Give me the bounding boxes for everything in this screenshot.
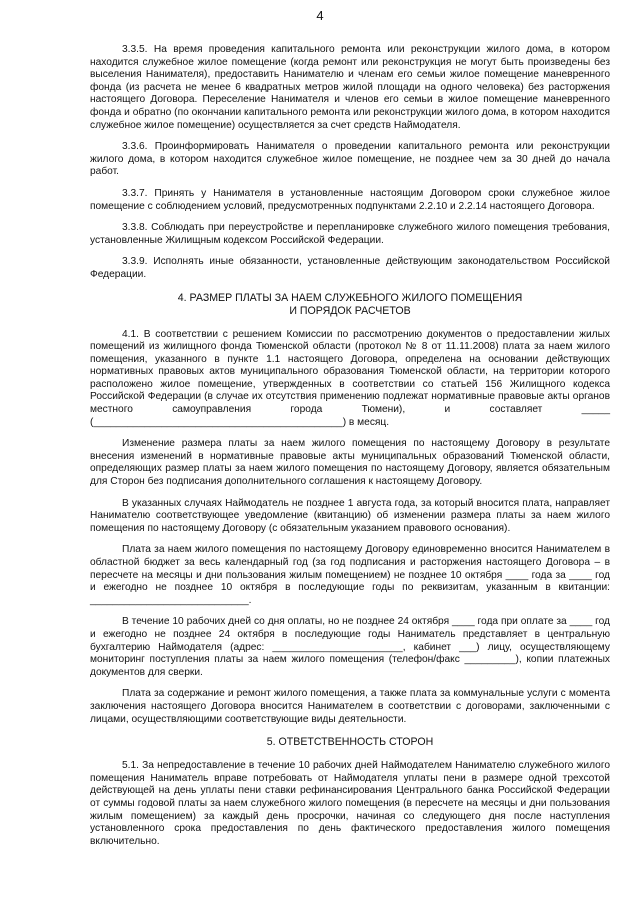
clause-5-1: 5.1. За непредоставление в течение 10 рабочих дней Наймодателем Нанимателю служебного жилого помещения Наниматель вправе потребовать от Наймодателя уплаты пени в размере одной трехсотой действующей на день уплаты пени ставки рефинансирования Центрального банка Российской Федерации от суммы годовой платы за наем служебного жилого помещения (в пересчете на месяцы и дни пользования жилым помещением) за каждый день просрочки, начиная со следующего дня после наступления установленного срока предоставления по день фактического предоставления жилого помещения включительно. <box>90 760 610 847</box>
clause-4-1: 4.1. В соответствии с решением Комиссии по рассмотрению документов о предоставлении жилых помещений из жилищного фонда Тюменской области (протокол № 8 от 11.11.2008) плата за наем жилого помещения, указанного в пункте 1.1 настоящего Договора, определена на основании действующих нормативных правовых актов муниципального образования Тюменской области, на территории которого расположено жилое помещение, утвержденных в соответствии со статьей 156 Жилищного кодекса Российской Федерации (в случае их отсутствия применению подлежат нормативные правовые акты органов местного самоуправления города Тюмени), и составляет _____ (____________________________________________) в месяц. <box>90 328 610 428</box>
paragraph-payment-terms: Плата за наем жилого помещения по настоящему Договору единовременно вносится Нанимателем в областной бюджет за весь календарный год (за год подписания и расторжения настоящего Договора – в пересчете на месяцы и дни пользования жилым помещением) не позднее 10 октября ____ года за ____ год и ежегодно не позднее 10 октября в последующие годы по реквизитам, указанным в квитанции: ____________________________. <box>90 544 610 606</box>
paragraph-maintenance-fees: Плата за содержание и ремонт жилого помещения, а также плата за коммунальные услуги с момента заключения настоящего Договора вносится Нанимателем в соответствии с договорами, заключенными с лицами, осуществляющими соответствующие виды деятельности. <box>90 688 610 725</box>
clause-3-3-5: 3.3.5. На время проведения капитального ремонта или реконструкции жилого дома, в котором находится служебное жилое помещение (когда ремонт или реконструкция не могут быть произведены без выселения Нанимателя), предоставить Нанимателю и членам его семьи жилое помещение маневренного фонда (из расчета не менее 6 квадратных метров жилой площади на одного человека) без расторжения настоящего Договора. Переселение Нанимателя и членов его семьи в жилое помещение маневренного фонда и обратно (по окончании капитального ремонта или реконструкции жилого дома, в котором находится служебное жилое помещение) осуществляется за счет средств Наймодателя. <box>90 44 610 131</box>
paragraph-notice: В указанных случаях Наймодатель не позднее 1 августа года, за который вносится плата, направляет Нанимателю соответствующее уведомление (квитанцию) об изменении размера платы за наем жилого помещения по настоящему Договору (с обязательным указанием правового основания). <box>90 497 610 534</box>
section-4-title-line-1: 4. РАЗМЕР ПЛАТЫ ЗА НАЕМ СЛУЖЕБНОГО ЖИЛОГО ПОМЕЩЕНИЯ <box>177 291 523 304</box>
paragraph-payment-confirmation: В течение 10 рабочих дней со дня оплаты, но не позднее 24 октября ____ года при оплате за ____ год и ежегодно не позднее 24 октября в последующие годы Наниматель представляет в центральную бухгалтерию Наймодателя (адрес: _______________________, кабинет ___) лицу, осуществляющему мониторинг поступления платы за наем жилого помещения (телефон/факс _________), копии платежных документов для сверки. <box>90 616 610 678</box>
section-5-title: 5. ОТВЕТСТВЕННОСТЬ СТОРОН <box>266 736 434 749</box>
paragraph-rate-change: Изменение размера платы за наем жилого помещения по настоящему Договору в результате внесения изменений в нормативные правовые акты муниципальных образований Тюменской области, определяющих размер платы за наем жилого помещения по настоящему Договору, является обязательным для Сторон без подписания дополнительного соглашения к настоящему Договору. <box>90 438 610 488</box>
document-body <box>90 44 610 857</box>
section-5-heading <box>90 736 610 749</box>
clause-3-3-9: 3.3.9. Исполнять иные обязанности, установленные действующим законодательством Российской Федерации. <box>90 256 610 280</box>
section-4-heading <box>90 292 610 318</box>
section-4-title-line-2: И ПОРЯДОК РАСЧЕТОВ <box>289 304 411 317</box>
clause-3-3-8: 3.3.8. Соблюдать при переустройстве и перепланировке служебного жилого помещения требования, установленные Жилищным кодексом Российской Федерации. <box>90 222 610 246</box>
clause-3-3-6: 3.3.6. Проинформировать Нанимателя о проведении капитального ремонта или реконструкции жилого дома, в котором находится служебное жилое помещение, не позднее чем за 30 дней до начала работ. <box>90 141 610 178</box>
page-number: 4 <box>316 8 324 23</box>
clause-3-3-7: 3.3.7. Принять у Нанимателя в установленные настоящим Договором сроки служебное жилое помещение с соблюдением условий, предусмотренных подпунктами 2.2.10 и 2.2.14 настоящего Договора. <box>90 187 610 212</box>
